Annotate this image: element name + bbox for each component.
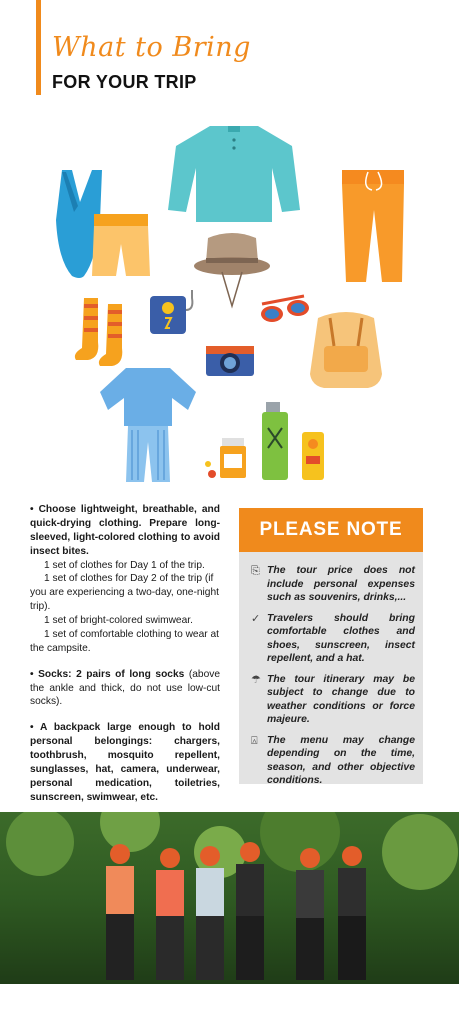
note-item xyxy=(251,734,415,788)
please-note-heading: PLEASE NOTE xyxy=(239,508,423,552)
check-icon: ✓ xyxy=(251,612,261,625)
socks-section xyxy=(30,668,220,710)
note-text: The tour price does not include personal expenses such as souvenirs, drinks,... xyxy=(267,565,415,604)
camera-icon xyxy=(206,346,254,376)
food-tray-icon: ⍓ xyxy=(251,734,258,747)
medicine-bottle-icon xyxy=(205,438,246,478)
note-list xyxy=(251,564,415,795)
clothing-item: 1 set of comfortable clothing to wear at the campsite. xyxy=(30,628,219,654)
socks-icon xyxy=(75,298,122,366)
socks-detail: (above the ankle and thick, do not use low-cut socks). xyxy=(30,668,220,708)
sunglasses-icon xyxy=(261,296,309,322)
clothing-section xyxy=(30,503,220,656)
ticket-icon: ⎘ xyxy=(251,565,260,577)
note-item xyxy=(251,564,415,605)
jogger-pants-icon xyxy=(342,170,404,282)
socks-label: • Socks: 2 pairs of long socks xyxy=(30,668,185,680)
group-of-hikers-with-helmets-photo xyxy=(0,812,459,984)
packing-list xyxy=(30,503,220,817)
please-note-box xyxy=(239,508,423,787)
note-text: The tour itinerary may be subject to change due to weather conditions or force majeure. xyxy=(267,673,415,726)
long-sleeve-shirt-icon xyxy=(168,126,300,222)
accent-bar xyxy=(36,0,41,95)
note-text: Travelers should bring comfortable clothes and shoes, sunscreen, insect repellent, and a hat. xyxy=(267,612,415,665)
sunscreen-icon xyxy=(302,432,324,480)
note-item xyxy=(251,612,415,666)
backpack-icon xyxy=(310,312,382,388)
clothing-item: 1 set of bright-colored swimwear. xyxy=(44,615,193,626)
swim-shorts-icon xyxy=(92,214,150,276)
packing-illustration xyxy=(0,110,459,490)
page-title: What to Bring xyxy=(52,32,251,63)
note-item xyxy=(251,673,415,727)
bucket-hat-icon xyxy=(194,233,270,306)
power-bank-icon xyxy=(150,290,192,334)
clothing-intro: • Choose lightweight, breathable, and quick-drying clothing. Prepare long-sleeved, light-colored clothing to avoid insect bites. xyxy=(30,504,220,557)
note-text: The menu may change depending on the time, season, and other objective conditions. xyxy=(267,734,415,787)
page-subtitle: FOR YOUR TRIP xyxy=(52,72,197,92)
clothing-item: 1 set of clothes for Day 1 of the trip. xyxy=(44,559,205,571)
backpack-section: • A backpack large enough to hold personal belongings: chargers, toothbrush, mosquito repellent, sunglasses, hat, camera, underwear, personal medication, toiletries, sunscreen, swimwear, etc. xyxy=(30,722,220,803)
clothing-item: 1 set of clothes for Day 2 of the trip (if you are experiencing a two-day, one-night trip). xyxy=(30,573,219,613)
pajamas-icon xyxy=(100,368,196,482)
insect-spray-icon xyxy=(262,402,288,480)
weather-icon: ☂ xyxy=(251,673,261,686)
